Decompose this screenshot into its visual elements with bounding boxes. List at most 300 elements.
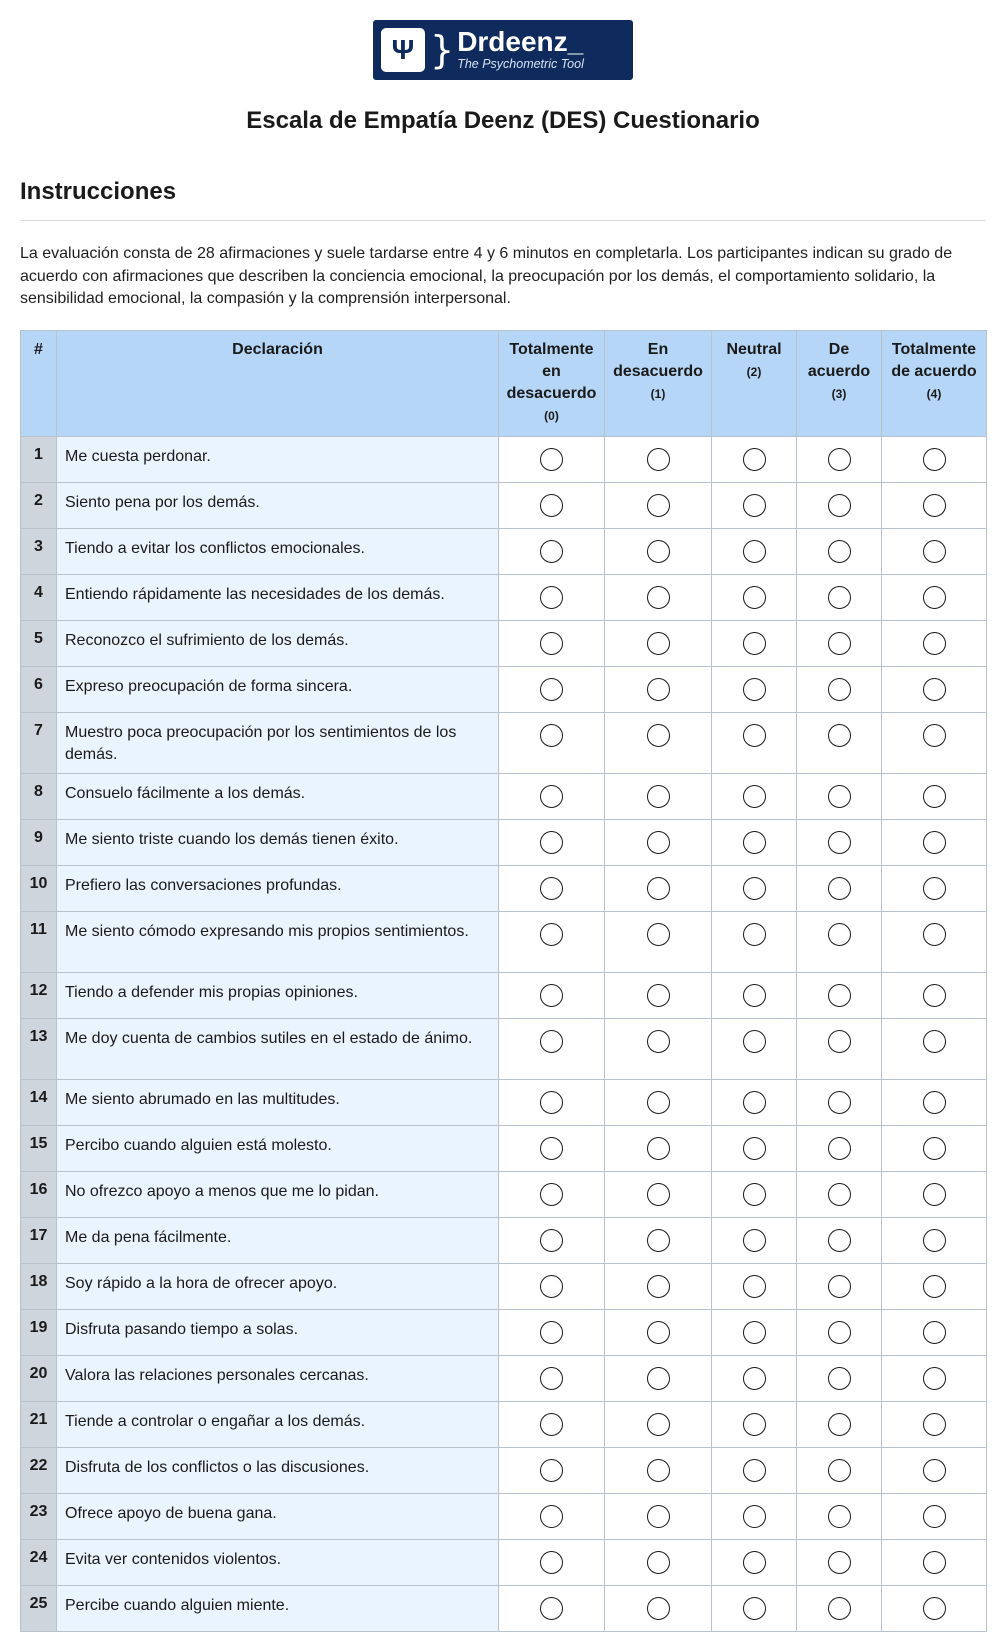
option-cell-2 <box>712 436 797 482</box>
option-cell-2 <box>712 1018 797 1079</box>
radio-option-1[interactable] <box>647 1030 670 1053</box>
radio-option-4[interactable] <box>923 448 946 471</box>
table-body <box>21 436 987 1631</box>
radio-option-4[interactable] <box>923 678 946 701</box>
radio-option-4[interactable] <box>923 923 946 946</box>
row-number: 17 <box>21 1217 57 1263</box>
radio-option-1[interactable] <box>647 1459 670 1482</box>
radio-option-2[interactable] <box>743 1275 766 1298</box>
option-cell-1 <box>605 1355 712 1401</box>
option-cell-3 <box>797 972 882 1018</box>
radio-option-3[interactable] <box>828 1091 851 1114</box>
brace-icon: } <box>430 28 455 72</box>
option-cell-1 <box>605 1079 712 1125</box>
statement-text: Me doy cuenta de cambios sutiles en el estado de ánimo. <box>57 1018 499 1079</box>
radio-option-4[interactable] <box>923 1091 946 1114</box>
statement-text: Tiendo a evitar los conflictos emocionales. <box>57 528 499 574</box>
option-cell-4 <box>882 819 987 865</box>
radio-option-3[interactable] <box>828 540 851 563</box>
radio-option-1[interactable] <box>647 1275 670 1298</box>
option-cell-1 <box>605 865 712 911</box>
table-row <box>21 1401 987 1447</box>
option-cell-4 <box>882 1585 987 1631</box>
option-cell-0 <box>499 865 605 911</box>
radio-option-3[interactable] <box>828 1413 851 1436</box>
radio-option-4[interactable] <box>923 1321 946 1344</box>
option-cell-0 <box>499 1217 605 1263</box>
brand-name: Drdeenz_ <box>457 26 584 57</box>
radio-option-3[interactable] <box>828 448 851 471</box>
radio-option-0[interactable] <box>540 1275 563 1298</box>
radio-option-4[interactable] <box>923 785 946 808</box>
radio-option-0[interactable] <box>540 1137 563 1160</box>
radio-option-2[interactable] <box>743 1597 766 1620</box>
table-row <box>21 1309 987 1355</box>
option-cell-1 <box>605 1539 712 1585</box>
option-cell-4 <box>882 972 987 1018</box>
table-row <box>21 574 987 620</box>
radio-option-2[interactable] <box>743 1183 766 1206</box>
option-cell-3 <box>797 911 882 972</box>
logo-text <box>457 28 584 72</box>
statement-text: Me da pena fácilmente. <box>57 1217 499 1263</box>
option-cell-0 <box>499 972 605 1018</box>
radio-option-0[interactable] <box>540 1597 563 1620</box>
option-cell-4 <box>882 1401 987 1447</box>
option-cell-0 <box>499 620 605 666</box>
statement-text: Disfruta de los conflictos o las discusiones. <box>57 1447 499 1493</box>
radio-option-2[interactable] <box>743 724 766 747</box>
option-cell-3 <box>797 1018 882 1079</box>
header-number: # <box>21 330 57 436</box>
option-cell-4 <box>882 436 987 482</box>
option-cell-0 <box>499 1585 605 1631</box>
option-cell-3 <box>797 528 882 574</box>
row-number: 1 <box>21 436 57 482</box>
radio-option-3[interactable] <box>828 1459 851 1482</box>
option-cell-3 <box>797 1079 882 1125</box>
radio-option-2[interactable] <box>743 1505 766 1528</box>
option-cell-0 <box>499 574 605 620</box>
option-cell-0 <box>499 773 605 819</box>
radio-option-1[interactable] <box>647 785 670 808</box>
radio-option-2[interactable] <box>743 1137 766 1160</box>
row-number: 20 <box>21 1355 57 1401</box>
option-cell-2 <box>712 1263 797 1309</box>
radio-option-2[interactable] <box>743 448 766 471</box>
radio-option-3[interactable] <box>828 586 851 609</box>
radio-option-1[interactable] <box>647 1091 670 1114</box>
row-number: 16 <box>21 1171 57 1217</box>
statement-text: Reconozco el sufrimiento de los demás. <box>57 620 499 666</box>
option-value: (2) <box>746 364 762 379</box>
option-cell-2 <box>712 1217 797 1263</box>
option-cell-4 <box>882 666 987 712</box>
radio-option-2[interactable] <box>743 1030 766 1053</box>
statement-text: Valora las relaciones personales cercanas. <box>57 1355 499 1401</box>
option-cell-1 <box>605 1493 712 1539</box>
radio-option-0[interactable] <box>540 1091 563 1114</box>
radio-option-4[interactable] <box>923 632 946 655</box>
option-cell-2 <box>712 528 797 574</box>
radio-option-3[interactable] <box>828 1275 851 1298</box>
instructions-heading: Instrucciones <box>20 178 177 205</box>
row-number: 12 <box>21 972 57 1018</box>
radio-option-1[interactable] <box>647 1137 670 1160</box>
option-cell-1 <box>605 1018 712 1079</box>
statement-text: Soy rápido a la hora de ofrecer apoyo. <box>57 1263 499 1309</box>
radio-option-0[interactable] <box>540 1321 563 1344</box>
statement-text: Muestro poca preocupación por los sentimientos de los demás. <box>57 712 499 773</box>
radio-option-0[interactable] <box>540 1505 563 1528</box>
row-number: 10 <box>21 865 57 911</box>
option-cell-0 <box>499 712 605 773</box>
radio-option-4[interactable] <box>923 540 946 563</box>
option-cell-2 <box>712 620 797 666</box>
instructions-text: La evaluación consta de 28 afirmaciones y suele tardarse entre 4 y 6 minutos en completarla. Los participantes indican su grado de acuerdo con afirmaciones que describen la conciencia emocional, la preocupación por los demás, el comportamiento solidario, la sensibilidad emocional, la compasión y la comprensión interpersonal. <box>20 245 953 307</box>
option-cell-0 <box>499 528 605 574</box>
option-cell-3 <box>797 865 882 911</box>
row-number: 9 <box>21 819 57 865</box>
option-cell-3 <box>797 1309 882 1355</box>
table-row <box>21 1217 987 1263</box>
radio-option-3[interactable] <box>828 1551 851 1574</box>
option-cell-4 <box>882 482 987 528</box>
option-value: (4) <box>926 386 942 401</box>
header-option-4 <box>882 330 987 436</box>
option-cell-2 <box>712 1447 797 1493</box>
brand-logo <box>373 20 633 80</box>
option-cell-4 <box>882 1309 987 1355</box>
radio-option-0[interactable] <box>540 632 563 655</box>
radio-option-0[interactable] <box>540 1459 563 1482</box>
radio-option-0[interactable] <box>540 1183 563 1206</box>
option-cell-3 <box>797 1401 882 1447</box>
radio-option-4[interactable] <box>923 1137 946 1160</box>
option-cell-2 <box>712 1401 797 1447</box>
radio-option-4[interactable] <box>923 586 946 609</box>
statement-text: Consuelo fácilmente a los demás. <box>57 773 499 819</box>
table-header-row <box>21 330 987 436</box>
statement-text: Me siento abrumado en las multitudes. <box>57 1079 499 1125</box>
option-cell-2 <box>712 911 797 972</box>
radio-option-1[interactable] <box>647 448 670 471</box>
radio-option-4[interactable] <box>923 1367 946 1390</box>
option-cell-4 <box>882 574 987 620</box>
radio-option-1[interactable] <box>647 877 670 900</box>
radio-option-3[interactable] <box>828 678 851 701</box>
option-cell-3 <box>797 482 882 528</box>
radio-option-2[interactable] <box>743 877 766 900</box>
radio-option-3[interactable] <box>828 984 851 1007</box>
radio-option-2[interactable] <box>743 1367 766 1390</box>
radio-option-0[interactable] <box>540 1413 563 1436</box>
option-cell-1 <box>605 773 712 819</box>
statement-text: Me siento triste cuando los demás tienen éxito. <box>57 819 499 865</box>
option-cell-3 <box>797 1171 882 1217</box>
row-number: 5 <box>21 620 57 666</box>
option-cell-4 <box>882 1493 987 1539</box>
option-cell-4 <box>882 1217 987 1263</box>
radio-option-1[interactable] <box>647 632 670 655</box>
row-number: 14 <box>21 1079 57 1125</box>
radio-option-2[interactable] <box>743 540 766 563</box>
table-row <box>21 1125 987 1171</box>
radio-option-0[interactable] <box>540 678 563 701</box>
radio-option-2[interactable] <box>743 1551 766 1574</box>
radio-option-4[interactable] <box>923 724 946 747</box>
option-cell-3 <box>797 1585 882 1631</box>
option-cell-1 <box>605 1447 712 1493</box>
row-number: 23 <box>21 1493 57 1539</box>
row-number: 21 <box>21 1401 57 1447</box>
radio-option-0[interactable] <box>540 1229 563 1252</box>
radio-option-2[interactable] <box>743 632 766 655</box>
option-cell-1 <box>605 972 712 1018</box>
radio-option-2[interactable] <box>743 984 766 1007</box>
option-cell-1 <box>605 666 712 712</box>
radio-option-2[interactable] <box>743 494 766 517</box>
option-cell-3 <box>797 666 882 712</box>
row-number: 24 <box>21 1539 57 1585</box>
radio-option-4[interactable] <box>923 1505 946 1528</box>
radio-option-1[interactable] <box>647 923 670 946</box>
radio-option-4[interactable] <box>923 984 946 1007</box>
option-cell-1 <box>605 712 712 773</box>
radio-option-4[interactable] <box>923 1413 946 1436</box>
radio-option-2[interactable] <box>743 831 766 854</box>
table-row <box>21 712 987 773</box>
table-row <box>21 528 987 574</box>
page-title: Escala de Empatía Deenz (DES) Cuestionario <box>246 107 760 134</box>
radio-option-3[interactable] <box>828 724 851 747</box>
questionnaire-table <box>20 330 987 1632</box>
radio-option-4[interactable] <box>923 831 946 854</box>
radio-option-2[interactable] <box>743 785 766 808</box>
option-cell-1 <box>605 1309 712 1355</box>
header-option-2 <box>712 330 797 436</box>
radio-option-0[interactable] <box>540 586 563 609</box>
table-row <box>21 819 987 865</box>
option-cell-4 <box>882 911 987 972</box>
radio-option-4[interactable] <box>923 1459 946 1482</box>
radio-option-2[interactable] <box>743 923 766 946</box>
option-cell-4 <box>882 620 987 666</box>
radio-option-3[interactable] <box>828 1321 851 1344</box>
statement-text: Tiende a controlar o engañar a los demás. <box>57 1401 499 1447</box>
radio-option-0[interactable] <box>540 877 563 900</box>
radio-option-3[interactable] <box>828 1505 851 1528</box>
radio-option-1[interactable] <box>647 678 670 701</box>
radio-option-1[interactable] <box>647 831 670 854</box>
statement-text: Me siento cómodo expresando mis propios sentimientos. <box>57 911 499 972</box>
radio-option-3[interactable] <box>828 632 851 655</box>
radio-option-1[interactable] <box>647 724 670 747</box>
table-row <box>21 865 987 911</box>
radio-option-3[interactable] <box>828 1183 851 1206</box>
header-statement: Declaración <box>57 330 499 436</box>
radio-option-2[interactable] <box>743 1091 766 1114</box>
row-number: 8 <box>21 773 57 819</box>
table-row <box>21 1263 987 1309</box>
radio-option-0[interactable] <box>540 984 563 1007</box>
option-label: De acuerdo <box>807 340 871 380</box>
radio-option-2[interactable] <box>743 1229 766 1252</box>
section-divider <box>20 220 986 221</box>
radio-option-3[interactable] <box>828 1229 851 1252</box>
radio-option-3[interactable] <box>828 831 851 854</box>
radio-option-1[interactable] <box>647 586 670 609</box>
radio-option-0[interactable] <box>540 494 563 517</box>
row-number: 6 <box>21 666 57 712</box>
option-cell-3 <box>797 1263 882 1309</box>
option-cell-2 <box>712 1125 797 1171</box>
table-row <box>21 482 987 528</box>
option-cell-2 <box>712 865 797 911</box>
radio-option-1[interactable] <box>647 540 670 563</box>
option-cell-4 <box>882 1018 987 1079</box>
option-cell-0 <box>499 1401 605 1447</box>
option-cell-0 <box>499 482 605 528</box>
statement-text: Ofrece apoyo de buena gana. <box>57 1493 499 1539</box>
option-cell-2 <box>712 819 797 865</box>
table-row <box>21 620 987 666</box>
table-row <box>21 773 987 819</box>
brand-tagline: The Psychometric Tool <box>457 57 584 71</box>
statement-text: Prefiero las conversaciones profundas. <box>57 865 499 911</box>
radio-option-4[interactable] <box>923 494 946 517</box>
row-number: 3 <box>21 528 57 574</box>
radio-option-0[interactable] <box>540 724 563 747</box>
option-cell-0 <box>499 1539 605 1585</box>
radio-option-4[interactable] <box>923 1597 946 1620</box>
option-value: (3) <box>831 386 847 401</box>
option-cell-4 <box>882 528 987 574</box>
row-number: 22 <box>21 1447 57 1493</box>
option-cell-3 <box>797 1493 882 1539</box>
option-cell-0 <box>499 1171 605 1217</box>
statement-text: Disfruta pasando tiempo a solas. <box>57 1309 499 1355</box>
radio-option-3[interactable] <box>828 1367 851 1390</box>
radio-option-1[interactable] <box>647 1551 670 1574</box>
table-row <box>21 1171 987 1217</box>
option-cell-3 <box>797 1355 882 1401</box>
row-number: 18 <box>21 1263 57 1309</box>
option-cell-4 <box>882 865 987 911</box>
option-cell-1 <box>605 1401 712 1447</box>
option-cell-1 <box>605 911 712 972</box>
radio-option-3[interactable] <box>828 785 851 808</box>
option-cell-4 <box>882 1263 987 1309</box>
radio-option-2[interactable] <box>743 678 766 701</box>
radio-option-4[interactable] <box>923 1229 946 1252</box>
option-cell-0 <box>499 1079 605 1125</box>
row-number: 19 <box>21 1309 57 1355</box>
option-cell-4 <box>882 1125 987 1171</box>
radio-option-4[interactable] <box>923 1030 946 1053</box>
radio-option-0[interactable] <box>540 923 563 946</box>
option-cell-3 <box>797 436 882 482</box>
table-row <box>21 1018 987 1079</box>
radio-option-0[interactable] <box>540 1551 563 1574</box>
radio-option-1[interactable] <box>647 1597 670 1620</box>
radio-option-0[interactable] <box>540 1367 563 1390</box>
option-cell-4 <box>882 712 987 773</box>
radio-option-4[interactable] <box>923 1275 946 1298</box>
radio-option-2[interactable] <box>743 1413 766 1436</box>
option-cell-0 <box>499 911 605 972</box>
option-cell-2 <box>712 666 797 712</box>
option-cell-2 <box>712 1309 797 1355</box>
header-option-0 <box>499 330 605 436</box>
statement-text: Entiendo rápidamente las necesidades de los demás. <box>57 574 499 620</box>
radio-option-0[interactable] <box>540 540 563 563</box>
radio-option-4[interactable] <box>923 877 946 900</box>
option-cell-0 <box>499 1125 605 1171</box>
option-cell-0 <box>499 1018 605 1079</box>
option-cell-2 <box>712 1539 797 1585</box>
radio-option-3[interactable] <box>828 877 851 900</box>
option-value: (1) <box>650 386 666 401</box>
radio-option-3[interactable] <box>828 1597 851 1620</box>
option-cell-3 <box>797 712 882 773</box>
radio-option-0[interactable] <box>540 1030 563 1053</box>
radio-option-1[interactable] <box>647 1229 670 1252</box>
radio-option-1[interactable] <box>647 984 670 1007</box>
statement-text: Me cuesta perdonar. <box>57 436 499 482</box>
radio-option-2[interactable] <box>743 586 766 609</box>
option-cell-4 <box>882 773 987 819</box>
radio-option-0[interactable] <box>540 448 563 471</box>
option-label: Totalmente de acuerdo <box>891 340 977 380</box>
radio-option-3[interactable] <box>828 1137 851 1160</box>
header-option-3 <box>797 330 882 436</box>
radio-option-0[interactable] <box>540 831 563 854</box>
option-cell-0 <box>499 819 605 865</box>
option-cell-3 <box>797 1125 882 1171</box>
radio-option-3[interactable] <box>828 1030 851 1053</box>
radio-option-0[interactable] <box>540 785 563 808</box>
radio-option-2[interactable] <box>743 1321 766 1344</box>
radio-option-1[interactable] <box>647 1413 670 1436</box>
radio-option-3[interactable] <box>828 494 851 517</box>
option-cell-4 <box>882 1355 987 1401</box>
psi-icon: Ψ <box>381 28 425 72</box>
option-cell-2 <box>712 1493 797 1539</box>
option-cell-1 <box>605 1585 712 1631</box>
radio-option-3[interactable] <box>828 923 851 946</box>
radio-option-1[interactable] <box>647 1321 670 1344</box>
option-cell-3 <box>797 1447 882 1493</box>
row-number: 4 <box>21 574 57 620</box>
radio-option-1[interactable] <box>647 494 670 517</box>
radio-option-1[interactable] <box>647 1183 670 1206</box>
radio-option-1[interactable] <box>647 1505 670 1528</box>
option-cell-2 <box>712 1585 797 1631</box>
radio-option-4[interactable] <box>923 1183 946 1206</box>
radio-option-1[interactable] <box>647 1367 670 1390</box>
option-cell-1 <box>605 574 712 620</box>
radio-option-2[interactable] <box>743 1459 766 1482</box>
table-row <box>21 1493 987 1539</box>
option-cell-0 <box>499 1493 605 1539</box>
radio-option-4[interactable] <box>923 1551 946 1574</box>
option-label: En desacuerdo <box>613 340 703 380</box>
option-cell-1 <box>605 819 712 865</box>
option-cell-2 <box>712 712 797 773</box>
option-cell-1 <box>605 1263 712 1309</box>
row-number: 13 <box>21 1018 57 1079</box>
